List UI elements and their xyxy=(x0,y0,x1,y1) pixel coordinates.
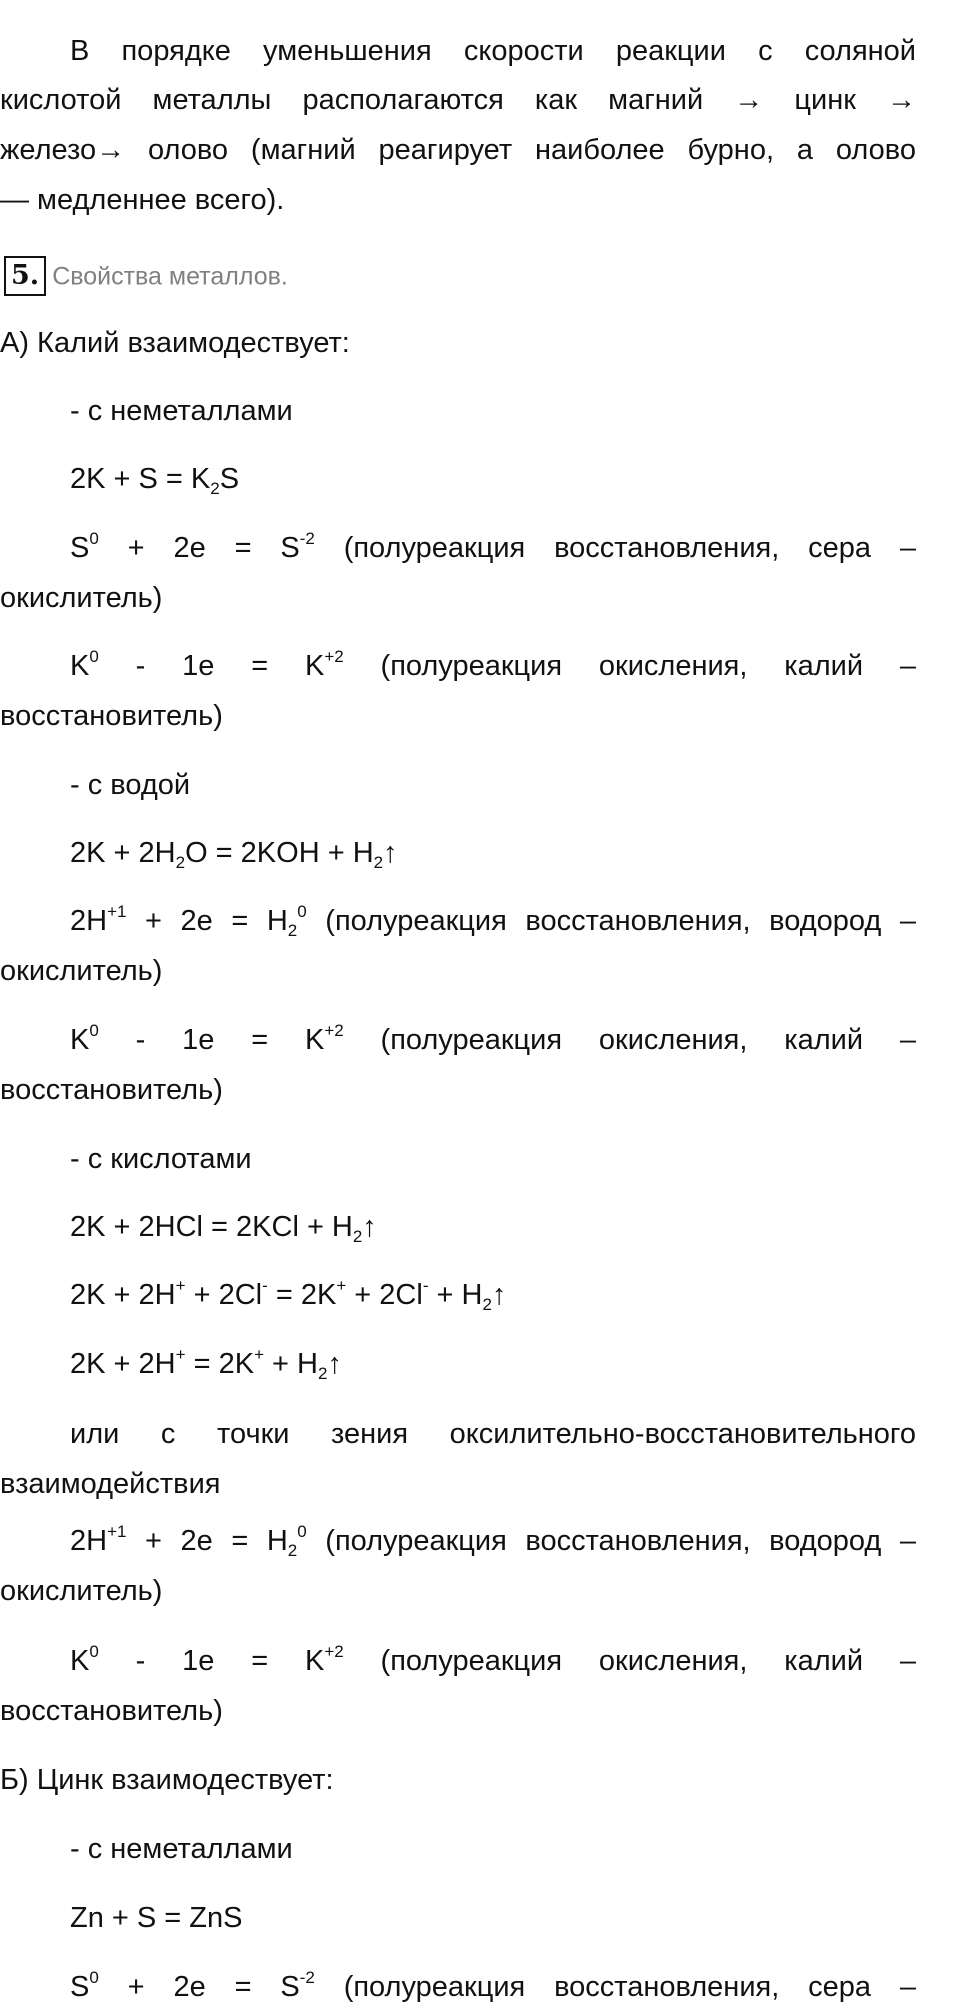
part-heading: А) Калий взаимодествует: xyxy=(0,327,350,359)
paragraph-line: или с точки зения оксилительно-восстановительного xyxy=(70,1418,916,1450)
subheading: - с кислотами xyxy=(70,1143,252,1175)
half-reaction-role: восстановитель) xyxy=(0,1695,223,1727)
intro-line: В порядке уменьшения скорости реакции с соляной xyxy=(70,35,916,67)
equation: $2K + 2H^+ + 2Cl^- = 2K^+ + 2Cl^- + H_2↑$ xyxy=(70,1276,507,1314)
half-reaction: $2H^{+1} + 2e = H_2^0$ (полуреакция восстановления, водород – xyxy=(70,902,916,940)
section-title: Свойства металлов. xyxy=(52,262,288,291)
half-reaction-role: восстановитель) xyxy=(0,700,223,732)
half-reaction: $K^0 - 1e = K^{+2}$ (полуреакция окисления, калий – xyxy=(70,1642,916,1677)
intro-line: железо→ олово (магний реагирует наиболее бурно, а олово xyxy=(0,134,916,166)
part-heading: Б) Цинк взаимодествует: xyxy=(0,1764,334,1796)
section-header xyxy=(4,250,920,301)
half-reaction-role: окислитель) xyxy=(0,1575,163,1607)
subheading: - с неметаллами xyxy=(70,395,293,427)
equation: $2K + 2H^+ = 2K^+ + H_2↑$ xyxy=(70,1345,342,1383)
half-reaction: $S^0 + 2e = S^{-2}$ (полуреакция восстановления, сера – xyxy=(70,529,916,564)
paragraph-line: взаимодействия xyxy=(0,1468,221,1500)
subheading: - с неметаллами xyxy=(70,1833,293,1865)
equation: $2K + 2H_2O = 2KOH$ + $H_2↑$ xyxy=(70,837,398,872)
half-reaction-role: окислитель) xyxy=(0,582,163,614)
equation: $2K + 2HCl = 2KCl + H_2↑$ xyxy=(70,1211,377,1246)
half-reaction-note: (полуреакция окисления, калий – xyxy=(380,650,916,682)
equation: $2K + S = K_2S$ xyxy=(70,463,240,498)
half-reaction-note: (полуреакция восстановления, водород – xyxy=(325,905,916,937)
intro-line: — медленнее всего). xyxy=(0,184,285,216)
half-reaction: $S^0 + 2e = S^{-2}$ (полуреакция восстановления, сера – xyxy=(70,1968,916,2003)
section-number: 5. xyxy=(4,256,46,296)
half-reaction: $2H^{+1} + 2e = H_2^0$ (полуреакция восстановления, водород – xyxy=(70,1522,916,1560)
half-reaction: $K^0 - 1e = K^{+2}$ (полуреакция окисления, калий – xyxy=(70,647,916,682)
half-reaction-note: (полуреакция окисления, калий – xyxy=(380,1645,916,1677)
half-reaction: $K^0 - 1e = K^{+2}$ (полуреакция окисления, калий – xyxy=(70,1021,916,1056)
equation: Zn + S = ZnS xyxy=(70,1902,243,1934)
half-reaction-note: (полуреакция восстановления, водород – xyxy=(325,1525,916,1557)
half-reaction-role: окислитель) xyxy=(0,955,163,987)
half-reaction-note: (полуреакция восстановления, сера – xyxy=(343,1971,916,2003)
half-reaction-note: (полуреакция восстановления, сера – xyxy=(343,532,916,564)
intro-line: кислотой металлы располагаются как магний → цинк → xyxy=(0,84,916,116)
half-reaction-note: (полуреакция окисления, калий – xyxy=(380,1024,916,1056)
half-reaction-role: восстановитель) xyxy=(0,1074,223,1106)
subheading: - с водой xyxy=(70,769,191,801)
